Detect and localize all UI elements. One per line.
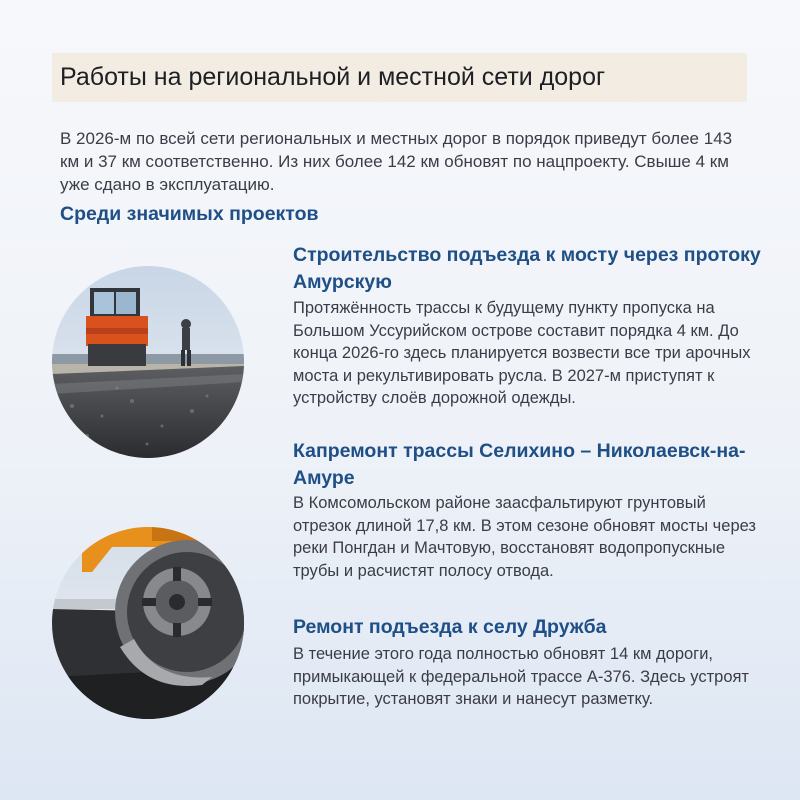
project-2-description: В Комсомольском районе заасфальтируют грунтовый отрезок длиной 17,8 км. В этом сезоне обновят мосты через реки Понгдан и Мачтовую, восстановят водопропускные трубы и расчистят полосу отвода. xyxy=(293,494,756,580)
intro-paragraph: В 2026-м по всей сети региональных и местных дорог в порядок приведут более 143 км и 37 км соответственно. Из них более 142 км обновят по нацпроекту. Свыше 4 км уже сдано в эксплуатацию. xyxy=(60,129,733,194)
project-1-description: Протяжённость трассы к будущему пункту пропуска на Большом Уссурийском острове составит порядка 4 км. До конца 2026-го здесь планируется возвести все три арочных моста и рекультивировать русла. В 2027-м приступят к устройству слоёв дорожной одежды. xyxy=(293,299,751,407)
asphalt-roller-drum-photo xyxy=(52,527,244,719)
project-1-title: Строительство подъезда к мосту через протоку Амурскую xyxy=(293,244,761,293)
title-box xyxy=(52,53,747,102)
section-heading: Среди значимых проектов xyxy=(60,203,319,225)
project-3-description: В течение этого года полностью обновят 14 км дороги, примыкающей к федеральной трассе А-376. Здесь устроят покрытие, установят знаки и нанесут разметку. xyxy=(293,645,749,708)
project-3-title: Ремонт подъезда к селу Дружба xyxy=(293,616,607,638)
project-2-title: Капремонт трассы Селихино – Николаевск-на-Амуре xyxy=(293,440,746,489)
page-title: Работы на региональной и местной сети дорог xyxy=(60,63,606,91)
road-roller-photo xyxy=(52,266,244,458)
